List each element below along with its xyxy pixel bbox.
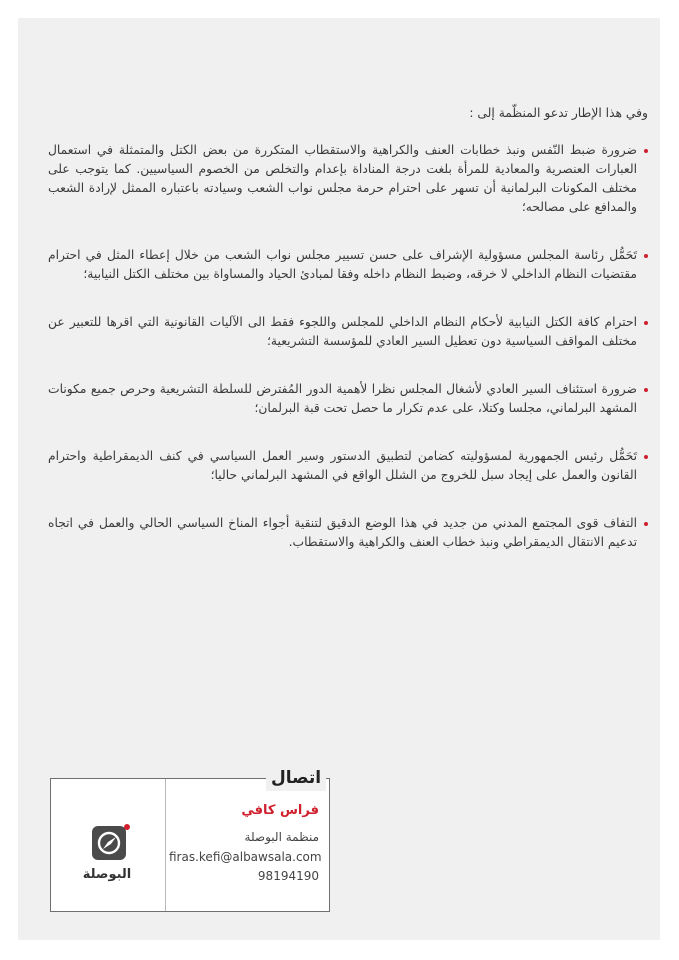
list-item: التفاف قوى المجتمع المدني من جديد في هذا الوضع الدقيق لتنقية أجواء المناخ السياسي الحالي والعمل في اتجاه تدعيم الانتقال الديمقراطي ونبذ خطاب العنف والكراهية والاستقطاب. <box>48 514 648 552</box>
compass-icon <box>91 823 131 863</box>
contact-organization: منظمة البوصلة <box>244 830 319 844</box>
contact-name: فراس كافي <box>241 803 319 818</box>
list-item: احترام كافة الكتل النيابية لأحكام النظام الداخلي للمجلس واللجوء فقط الى الآليات القانونية التي اقرها للتعبير عن مختلف المواقف السياسية دون تعطيل السير العادي للمؤسسة التشريعية؛ <box>48 313 648 351</box>
demands-list <box>48 141 648 552</box>
list-item: ضرورة ضبط النّفس ونبذ خطابات العنف والكراهية والاستقطاب المتكررة من بعض الكتل والمتمثلة في استعمال العبارات العنصرية والمعادية للمرأة بلغت درجة المناداة بإعدام والتخلص من الخصوم السياسيين. كما يتوجب على مختلف المكونات البرلمانية أن تسهر على احترام حرمة مجلس نواب الشعب وسيادته باعتباره الممثل لإرادة الشعب والمدافع على مصالحه؛ <box>48 141 648 217</box>
intro-paragraph: وفي هذا الإطار تدعو المنظّمة إلى : <box>469 106 648 120</box>
albawsala-logo <box>69 823 145 893</box>
list-item: ضرورة استئناف السير العادي لأشغال المجلس نظرا لأهمية الدور المُفترض للسلطة التشريعية وحرص جميع مكونات المشهد البرلماني، مجلسا وكتلا، على عدم تكرار ما حصل تحت قبة البرلمان؛ <box>48 380 648 418</box>
contact-email-link[interactable]: firas.kefi@albawsala.com <box>169 850 322 864</box>
list-item: تَحَمُّل رئاسة المجلس مسؤولية الإشراف على حسن تسيير مجلس نواب الشعب من خلال إعطاء المثل في احترام مقتضيات النظام الداخلي لا خرقه، وضبط النظام داخله وفقا لمبادئ الحياد والمساواة بين مختلف الكتل النيابية؛ <box>48 246 648 284</box>
contact-divider <box>165 779 166 911</box>
contact-card <box>50 778 330 912</box>
contact-info <box>169 801 322 886</box>
contact-phone: 98194190 <box>257 869 319 883</box>
document-body <box>48 104 648 581</box>
document-page <box>18 18 660 940</box>
contact-heading: اتصال <box>266 765 326 791</box>
logo-wordmark: البوصلة <box>82 867 132 882</box>
list-item: تَحَمُّل رئيس الجمهورية لمسؤوليته كضامن لتطبيق الدستور وسير العمل السياسي في كنف الديمقراطية واحترام القانون والعمل على إيجاد سبل للخروج من الشلل الواقع في المشهد البرلماني حاليا؛ <box>48 447 648 485</box>
